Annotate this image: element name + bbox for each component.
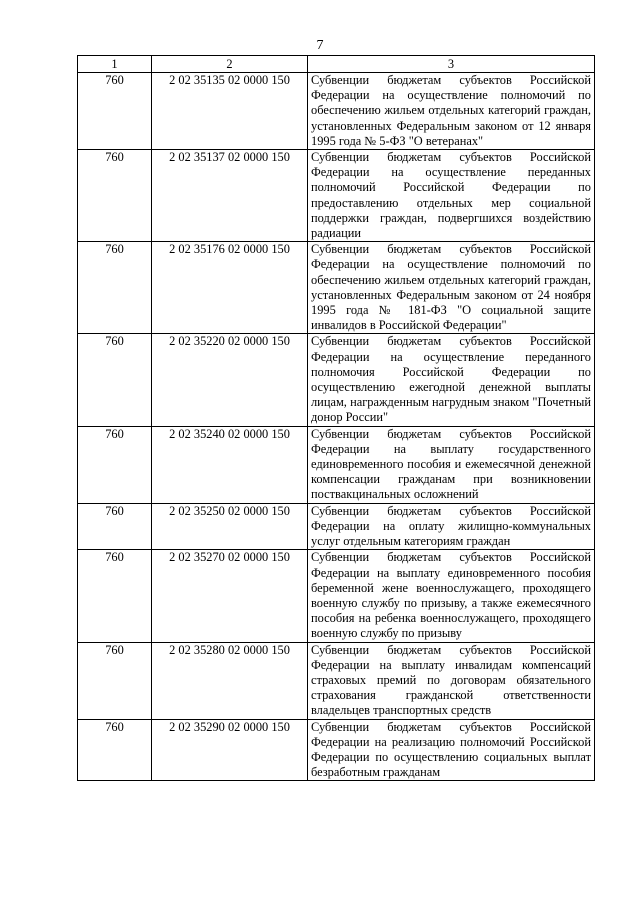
table-row <box>78 503 595 550</box>
table-row <box>78 334 595 426</box>
description-cell: Субвенции бюджетам субъектов Российской Федерации на осуществление полномочий по обеспечению жильем отдельных категорий граждан, установленных Федеральным законом от 12 января 1995 года № 5-ФЗ "О ветеранах" <box>308 73 595 150</box>
table-row <box>78 150 595 242</box>
description-cell: Субвенции бюджетам субъектов Российской Федерации на оплату жилищно-коммунальных услуг отдельным категориям граждан <box>308 503 595 550</box>
admin-code-cell: 760 <box>78 642 152 719</box>
table-row <box>78 719 595 781</box>
income-code-cell: 2 02 35280 02 0000 150 <box>152 642 308 719</box>
admin-code-cell: 760 <box>78 73 152 150</box>
admin-code-cell: 760 <box>78 426 152 503</box>
table-row <box>78 73 595 150</box>
table-row <box>78 550 595 642</box>
admin-code-cell: 760 <box>78 550 152 642</box>
income-codes-table <box>77 55 595 781</box>
admin-code-cell: 760 <box>78 503 152 550</box>
description-cell: Субвенции бюджетам субъектов Российской Федерации на осуществление переданного полномочия Российской Федерации по осуществлению ежегодной денежной выплаты лицам, награжденным нагрудным знаком "Почетный донор России" <box>308 334 595 426</box>
table-row <box>78 642 595 719</box>
header-row <box>78 56 595 73</box>
admin-code-cell: 760 <box>78 719 152 781</box>
page-number: 7 <box>316 38 324 53</box>
admin-code-cell: 760 <box>78 242 152 334</box>
income-code-cell: 2 02 35240 02 0000 150 <box>152 426 308 503</box>
description-cell: Субвенции бюджетам субъектов Российской Федерации на выплату инвалидам компенсаций страховых премий по договорам обязательного страхования гражданской ответственности владельцев транспортных средств <box>308 642 595 719</box>
description-cell: Субвенции бюджетам субъектов Российской Федерации на выплату государственного единовременного пособия и ежемесячной денежной компенсации гражданам при возникновении поствакцинальных осложнений <box>308 426 595 503</box>
admin-code-cell: 760 <box>78 334 152 426</box>
income-code-cell: 2 02 35250 02 0000 150 <box>152 503 308 550</box>
description-cell: Субвенции бюджетам субъектов Российской Федерации на осуществление полномочий по обеспечению жильем отдельных категорий граждан, установленных Федеральным законом от 24 ноября 1995 года № 181-ФЗ "О социальной защите инвалидов в Российской Федерации" <box>308 242 595 334</box>
table-body <box>78 73 595 781</box>
table-header <box>78 56 595 73</box>
income-code-cell: 2 02 35270 02 0000 150 <box>152 550 308 642</box>
income-code-cell: 2 02 35135 02 0000 150 <box>152 73 308 150</box>
table-row <box>78 242 595 334</box>
income-code-cell: 2 02 35176 02 0000 150 <box>152 242 308 334</box>
income-code-cell: 2 02 35220 02 0000 150 <box>152 334 308 426</box>
header-col-1: 1 <box>78 56 152 73</box>
income-code-cell: 2 02 35137 02 0000 150 <box>152 150 308 242</box>
description-cell: Субвенции бюджетам субъектов Российской Федерации на выплату единовременного пособия беременной жене военнослужащего, проходящего военную службу по призыву, а также ежемесячного пособия на ребенка военнослужащего, проходящего военную службу по призыву <box>308 550 595 642</box>
admin-code-cell: 760 <box>78 150 152 242</box>
description-cell: Субвенции бюджетам субъектов Российской Федерации на осуществление переданных полномочий Российской Федерации по предоставлению отдельных мер социальной поддержки граждан, подвергшихся воздействию радиации <box>308 150 595 242</box>
description-cell: Субвенции бюджетам субъектов Российской Федерации на реализацию полномочий Российской Федерации по осуществлению социальных выплат безработным гражданам <box>308 719 595 781</box>
table-row <box>78 426 595 503</box>
header-col-3: 3 <box>308 56 595 73</box>
income-code-cell: 2 02 35290 02 0000 150 <box>152 719 308 781</box>
header-col-2: 2 <box>152 56 308 73</box>
